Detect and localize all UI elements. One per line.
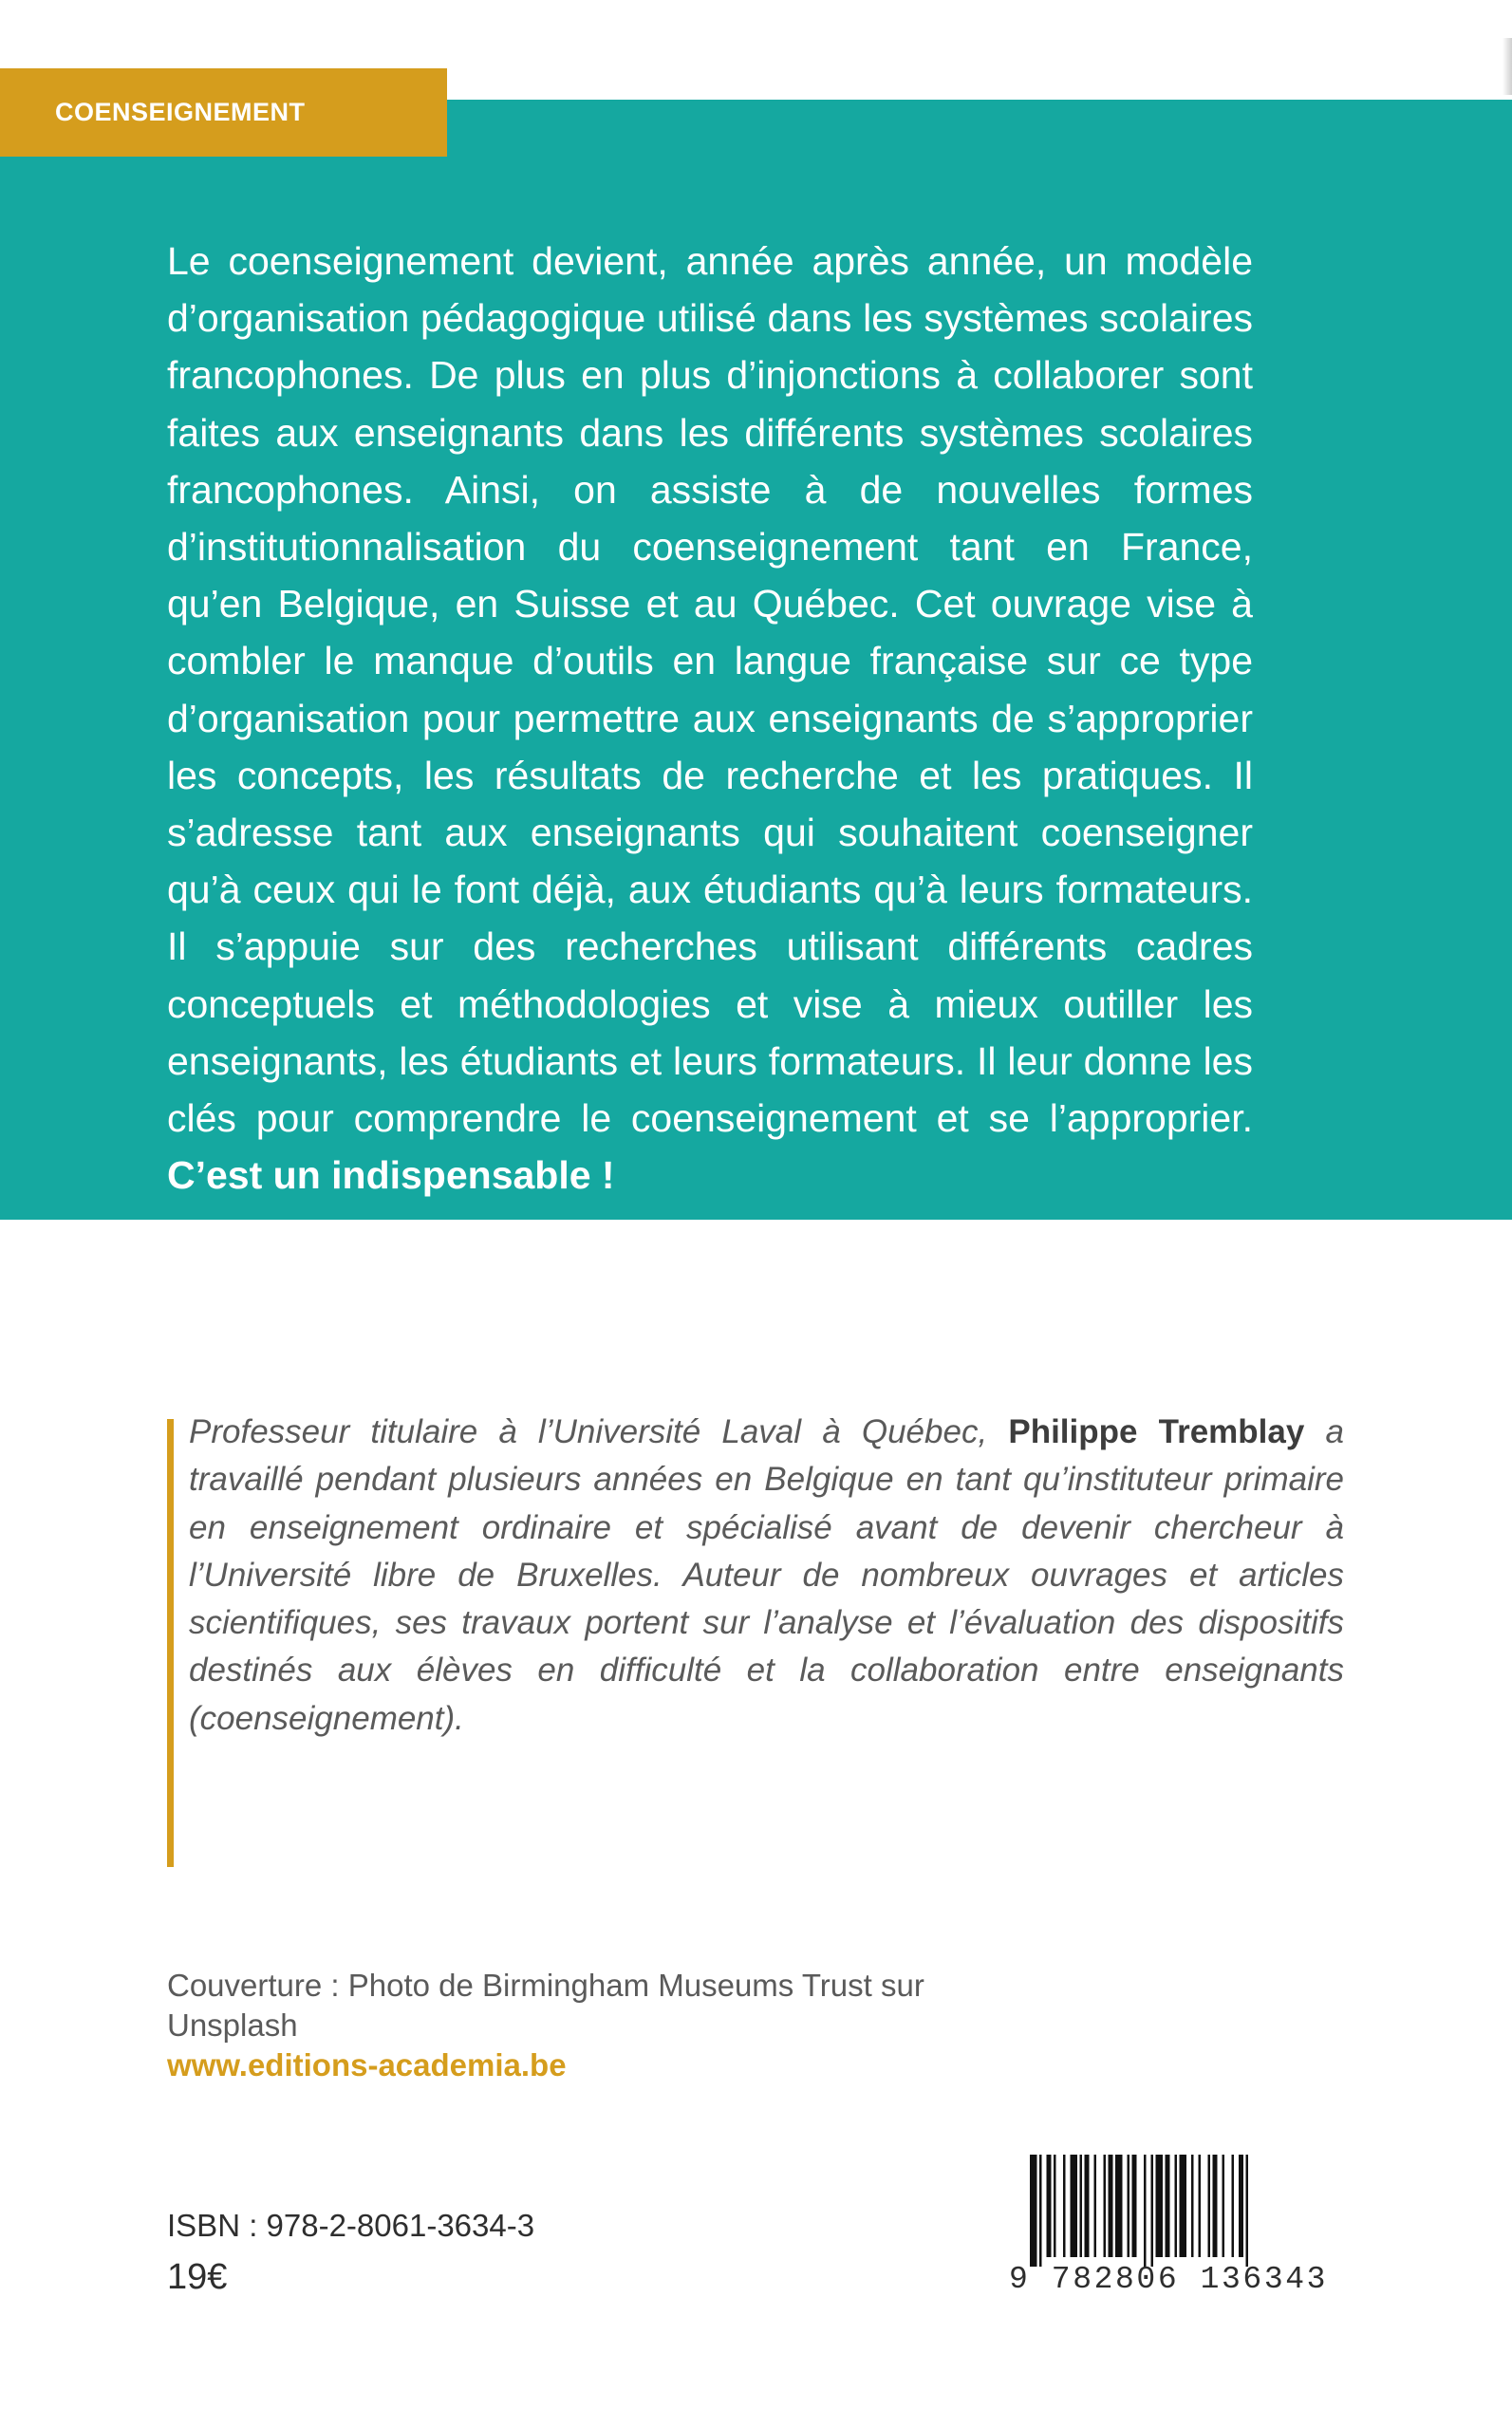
barcode-digits: 9 782806 136343 <box>1009 2262 1329 2297</box>
author-bio <box>189 1409 1344 1743</box>
summary-highlight: C’est un indispensable ! <box>167 1153 615 1198</box>
price: 19€ <box>167 2257 228 2297</box>
series-tag <box>0 68 447 157</box>
book-summary <box>167 233 1253 1204</box>
bio-intro: Professeur titulaire à l’Université Laval à Québec, <box>189 1413 1009 1450</box>
bio-rest: a travaillé pendant plusieurs années en Belgique en tant qu’instituteur primaire en enseignement ordinaire et spécialisé avant de devenir chercheur à l’Université libre de Bruxelles. Auteur de nombreux ouvrages et articles scientifiques, ses travaux portent sur l’analyse et l’évaluation des dispositifs destinés aux élèves en difficulté et la collaboration entre enseignants (coenseignement). <box>189 1413 1344 1737</box>
page-corner-shade <box>1503 38 1512 95</box>
cover-credit: Couverture : Photo de Birmingham Museums Trust sur Unsplash <box>167 1968 924 2043</box>
summary-text: Le coenseignement devient, année après année, un modèle d’organisation pédagogique utilisé dans les systèmes scolaires francophones. De plus en plus d’injonctions à collaborer sont faites aux enseignants dans les différents systèmes scolaires francophones. Ainsi, on assiste à de nouvelles formes d’institutionnalisation du coenseignement tant en France, qu’en Belgique, en Suisse et au Québec. Cet ouvrage vise à combler le manque d’outils en langue française sur ce type d’organisation pour permettre aux enseignants de s’approprier les concepts, les résultats de recherche et les pratiques. Il s’adresse tant aux enseignants qui souhaitent coenseigner qu’à ceux qui le font déjà, aux étudiants qu’à leurs formateurs. Il s’appuie sur des recherches utilisant différents cadres conceptuels et méthodologies et vise à mieux outiller les enseignants, les étudiants et leurs formateurs. Il leur donne les clés pour comprendre le coenseignement et se l’approprier. <box>167 239 1253 1141</box>
author-name: Philippe Tremblay <box>1008 1413 1305 1450</box>
series-tag-label: COENSEIGNEMENT <box>55 98 306 126</box>
bio-accent-bar <box>167 1419 174 1867</box>
barcode-bars <box>1009 2155 1318 2267</box>
publisher-website[interactable]: www.editions-academia.be <box>167 2047 567 2082</box>
isbn: ISBN : 978-2-8061-3634-3 <box>167 2208 535 2243</box>
